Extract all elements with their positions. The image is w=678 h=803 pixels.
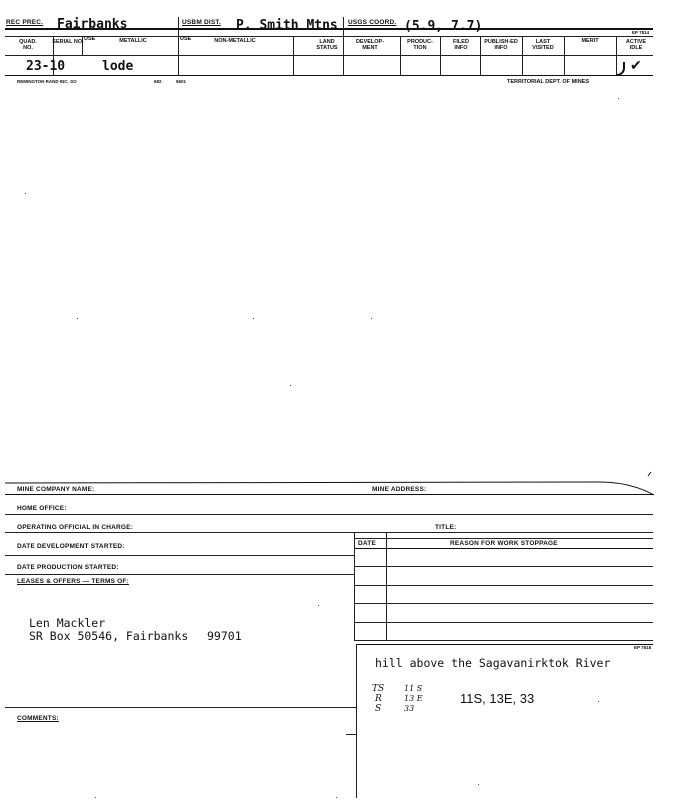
col-use-metallic: USE [84,36,96,42]
hand-ts-label: TS [372,684,385,694]
printer-code-2: 5601 [176,79,187,84]
rec-prec-label: REC PREC. [6,19,44,26]
reason-stoppage-label: REASON FOR WORK STOPPAGE [450,540,558,547]
printer-code-1: 682 [154,79,162,84]
date-development-label: DATE DEVELOPMENT STARTED: [17,543,125,550]
date-column-label: DATE [358,540,377,547]
col-serial-no: SERIAL NO. [52,39,84,45]
hand-ts-value: 11 S [404,684,423,693]
date-production-label: DATE PRODUCTION STARTED: [17,564,119,571]
home-office-label: HOME OFFICE: [17,505,67,512]
title-label: TITLE: [435,524,457,531]
department-imprint: TERRITORIAL DEPT. OF MINES [507,79,589,85]
col-filed-info: FILED INFO [453,39,469,51]
lessee-address: SR Box 50546, Fairbanks [29,629,189,643]
leases-offers-label: LEASES & OFFERS — TERMS OF: [17,578,129,585]
col-non-metallic: NON-METALLIC [214,38,256,44]
col-metallic: METALLIC [119,38,147,44]
mine-address-label: MINE ADDRESS: [372,486,427,493]
bracket-mark [616,62,625,76]
col-land-status: LAND STATUS [316,39,338,51]
hand-s-label: S [375,704,382,714]
form-code-back: EP 7818 [634,645,652,650]
hand-r-label: R [375,694,382,704]
quad-serial-value: 23-10 [26,59,66,74]
col-production: PRODUC-TION [407,39,433,51]
col-development: DEVELOP-MENT [355,39,385,51]
lessee-zip: 99701 [207,629,242,643]
col-active-idle: ACTIVE IDLE [625,39,647,51]
operating-official-label: OPERATING OFFICIAL IN CHARGE: [17,524,134,531]
mine-company-label: MINE COMPANY NAME: [17,486,95,493]
col-merit: MERIT [581,38,599,44]
col-last-visited: LAST VISITED [532,39,554,51]
form-code-top: EP 7814 [632,30,650,35]
card-edge-curve [0,470,678,500]
hand-r-value: 13 E [404,694,423,703]
active-mark: ✔ [630,58,642,74]
township-range-section: 11S, 13E, 33 [460,691,535,706]
col-published-info: PUBLISH-ED INFO [484,39,518,51]
printer-imprint: REMINGTON RAND INC. SO [17,79,77,84]
col-use-nonmetallic: USE [180,36,192,42]
usgs-coord-value: (5.9, 7.7) [404,19,483,34]
usbm-dist-label: USBM DIST. [182,19,221,26]
usbm-dist-value: P. Smith Mtns [236,18,338,33]
lessee-name: Len Mackler [29,616,106,630]
hand-s-value: 33 [404,704,415,713]
comments-label: COMMENTS: [17,715,59,722]
rec-prec-value: Fairbanks [57,17,128,32]
location-note: hill above the Sagavanirktok River [375,656,611,670]
metallic-value: lode [102,59,134,74]
col-quad-no: QUAD. NO. [19,39,37,51]
usgs-coord-label: USGS COORD. [348,19,397,26]
